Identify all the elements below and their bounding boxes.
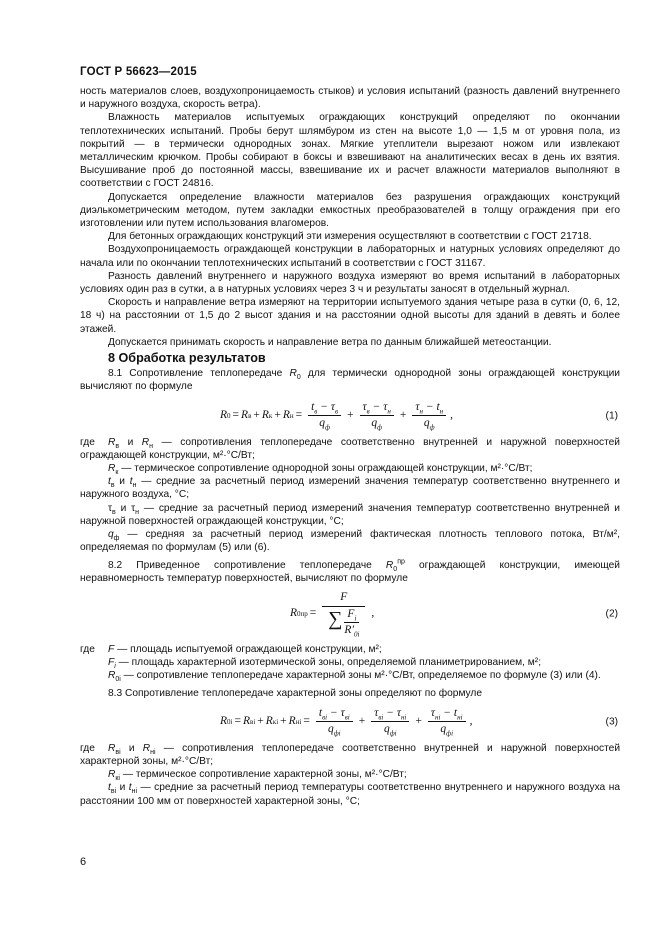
formula-3: R 0i = R вi + R кi + R нi = $\frac{t_{вi} - \tau_{вi}}{q_{фi}}$ + $\frac{\tau_{вi} - \tau_{нi}}{q_{фi}}$ + $\frac{\tau_{нi} - t_{нi}}{q_{фi}}$ , (3) [220,707,618,738]
definition: $R_{кi}$ — термическое сопротивление характерной зоны, м²·°С/Вт; [108,769,407,783]
paragraph: Разность давлений внутреннего и наружного воздуха измеряют во время испытаний в лабораторных условиях один раз в сутки, а в натурных условиях через 3 ч и результаты заносят в отдельный журнал. [80,270,620,296]
definition: где $R_в$ и $R_н$ — сопротивления теплопередаче соответственно внутренней и наружной поверхностей ограждающей конструкции, м²·°С/Вт; [80,436,620,461]
paragraph: Воздухопроницаемость ограждающей конструкции в лабораторных и натурных условиях определяют до начала или по окончании теплотехнических испытаний в соответствии с ГОСТ 31167. [80,244,620,269]
clause-8-2: 8.2 Приведенное сопротивление теплопередаче $R_0^{пр}$ ограждающей конструкции, имеющей неравномерность температур поверхностей, вычисляют по формуле [80,558,620,584]
formula-2: R 0 пр = F ∑ $\frac{F_i}{R'_{0i}}$ , (2) [290,590,618,639]
clause-text: для термически однородной зоны ограждающей конструкции вычисляют по формуле [80,368,620,393]
paragraph: Допускается определение влажности материалов без разрушения ограждающих конструкций диэлькометрическим методом, путем закладки емкостных преобразователей в толщу ограждения при его изготовлении или путем использования влагомеров. [80,191,620,230]
definition: $R_{0i}$ — сопротивление теплопередаче характерной зоны м²·°С/Вт, определяемое по формуле (3) или (4). [108,670,601,684]
paragraph: Скорость и направление ветра измеряют на территории испытуемого здания четыре раза в сутки (0, 6, 12, 18 ч) на расстоянии от 1,5 до 2 высот здания и на расстоянии одной высоты для зданий в девять и более этажей. [80,297,620,335]
definition: $\tau_в$ и $\tau_н$ — средние за расчетный период измерений значения температур соответственно внутренней и наружной поверхностей ограждающей конструкции, °С; [80,502,620,527]
paragraph: ность материалов слоев, воздухопроницаемость стыков) и условия испытаний (разность давлений внутреннего и наружного воздуха, скорость ветра). [80,86,620,111]
definition: где F — площадь испытуемой ограждающей конструкции, м²; [80,643,382,655]
page-number: 6 [80,856,87,868]
clause-text: 8.1 Сопротивление теплопередаче [108,368,290,380]
definition: $R_к$ — термическое сопротивление однородной зоны ограждающей конструкции, м²·°С/Вт; [108,463,533,477]
clause-8-1: 8.1 Сопротивление теплопередаче $R_0$ для термически однородной зоны ограждающей конструкции вычисляют по формуле [80,368,620,393]
definition: где $R_{вi}$ и $R_{нi}$ — сопротивления теплопередаче соответственно внутренней и наружной поверхностей характерной зоны, м²·°С/Вт; [80,742,621,767]
document-body [80,85,620,808]
definition: $q_ф$ — средняя за расчетный период измерений фактическая плотность теплового потока, Вт/м², определяемая по формулам (5) или (6). [80,529,620,554]
definition: $t_{вi}$ и $t_{нi}$ — средние за расчетный период температуры соответственно внутреннего и наружного воздуха на расстоянии 100 мм от поверхностей характерной зоны, °С; [80,782,620,807]
document-header: ГОСТ Р 56623—2015 [80,66,197,78]
formula-1: R 0 = R в + R к + R н = $\frac{t_в - \tau_в}{q_ф}$ + $\frac{\tau_в - \tau_н}{q_ф}$ + $\frac{\tau_н - t_н}{q_ф}$ , (1) [220,400,618,432]
formula-number: (3) [605,716,618,728]
paragraph: Допускается принимать скорость и направление ветра по данным ближайшей метеостанции. [108,336,552,348]
paragraph: Влажность материалов испытуемых ограждающих конструкций определяют по окончании теплотехнических испытаний. Пробы берут шлямбуром из стен на высоте 1,0 — 1,5 м от уровня пола, из покрытий — в термически однородных зонах. Мягкие утеплители вырезают ножом или извлекают металлическим крючком. Пробы собирают в боксы и взвешивают на аналитических весах в день их взятия. Высушивание проб до постоянной массы, взвешивание их и расчет влажности материалов выполняют в соответствии с ГОСТ 24816. [80,112,620,190]
formula-number: (1) [605,410,618,422]
definition: $F_i$ — площадь характерной изотермической зоны, определяемой планиметрированием, м²; [108,657,542,671]
formula-number: (2) [605,608,618,620]
section-title: 8 Обработка результатов [108,351,266,366]
paragraph: Для бетонных ограждающих конструкций эти измерения осуществляют в соответствии с ГОСТ 21718. [108,231,592,243]
clause-8-3: 8.3 Сопротивление теплопередаче характерной зоны определяют по формуле [108,687,483,699]
definition: $t_в$ и $t_н$ — средние за расчетный период измерений значения температур соответственно внутреннего и наружного воздуха, °С; [80,476,620,501]
